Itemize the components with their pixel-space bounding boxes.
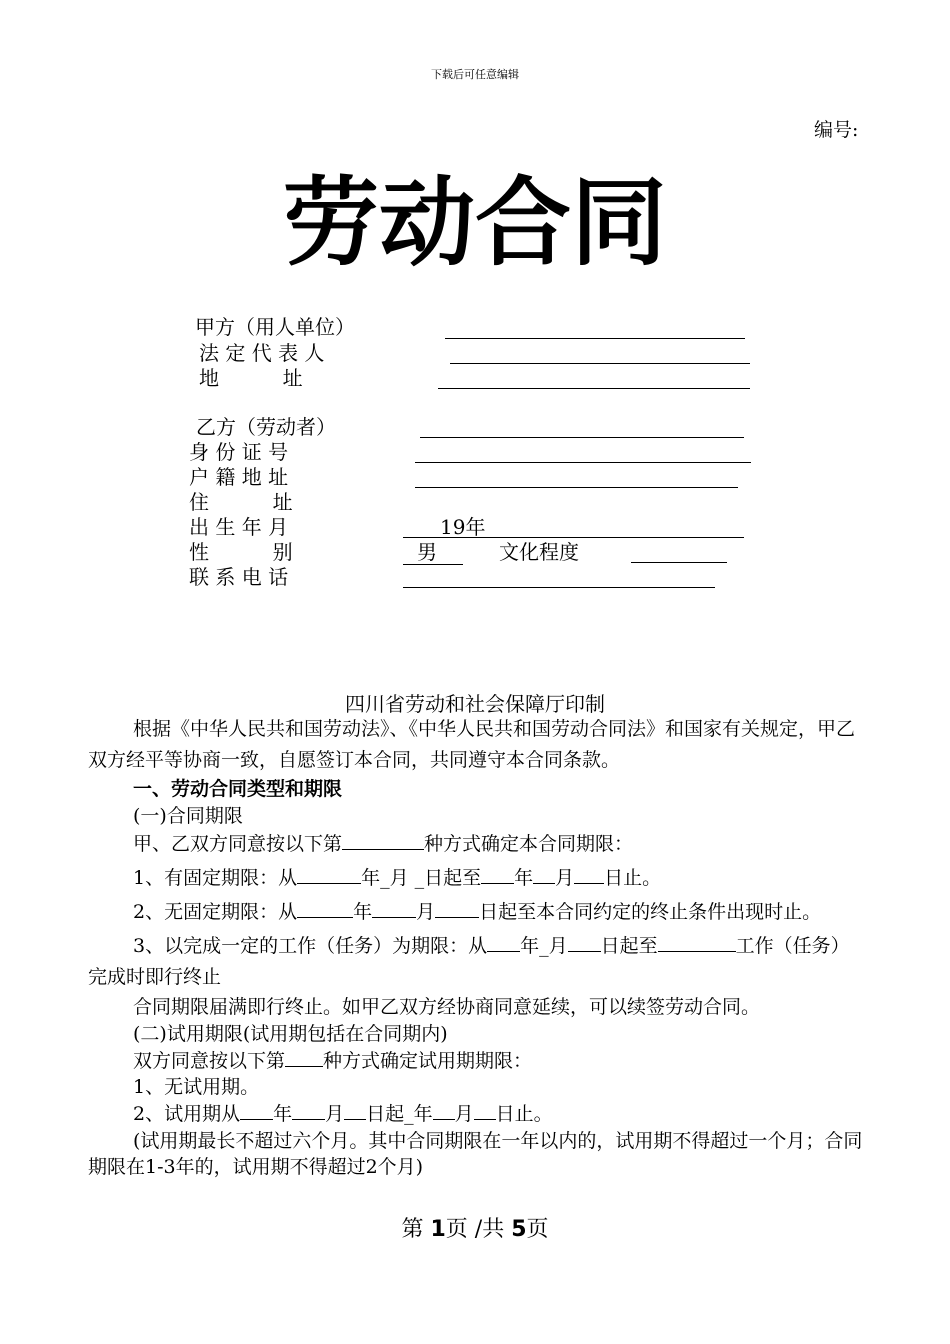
trial-intro: 双方同意按以下第 种方式确定试用期期限： [88, 1047, 863, 1075]
party-a-name-label: 甲方（用人单位） [195, 315, 355, 339]
term-expiry: 合同期限届满即行终止。如甲乙双方经协商同意延续，可以续签劳动合同。 [133, 996, 761, 1018]
party-b-id-field [415, 462, 751, 463]
party-b-residence-label: 住 址 [189, 490, 293, 514]
party-a-address-field [438, 388, 750, 389]
party-b-hukou-field [415, 487, 738, 488]
party-b-birth-label: 出 生 年 月 [189, 515, 289, 539]
current-page-number: 1 [430, 1217, 446, 1242]
total-page-count: 5 [511, 1217, 527, 1242]
party-a-rep-field [450, 363, 750, 364]
term-option-3: 3、以完成一定的工作（任务）为期限：从 年_月 日起至 工作（任务）完成时即行终止 [88, 931, 863, 993]
party-a-name-field [445, 338, 745, 339]
term-option-1: 1、有固定期限：从 年_月 _日起至 年 月 日止。 [88, 863, 863, 894]
subsection-2-title: (二)试用期限(试用期包括在合同期内) [133, 1023, 448, 1045]
party-b-hukou-label: 户 籍 地 址 [189, 465, 289, 489]
subsection-1-title: (一)合同期限 [133, 805, 243, 827]
page-footer: 第 1页 /共 5页 [401, 1217, 549, 1242]
term-option-2: 2、无固定期限：从 年 月 日起至本合同约定的终止条件出现时止。 [88, 897, 863, 928]
trial-option-2: 2、试用期从 年 月 日起_年 月 日止。 [88, 1100, 863, 1128]
document-number-label: 编号: [814, 119, 859, 141]
contract-body [88, 714, 863, 1180]
party-b-education-label: 文化程度 [499, 540, 579, 564]
party-a-rep-label: 法 定 代 表 人 [199, 341, 325, 365]
intro-paragraph: 根据《中华人民共和国劳动法》、《中华人民共和国劳动合同法》和国家有关规定，甲乙双方经平等协商一致，自愿签订本合同，共同遵守本合同条款。 [88, 718, 856, 771]
printer-note: 四川省劳动和社会保障厅印制 [345, 692, 605, 716]
party-a-address-label: 地 址 [199, 366, 303, 390]
trial-note: (试用期最长不超过六个月。其中合同期限在一年以内的，试用期不得超过一个月；合同期限在1-3年的，试用期不得超过2个月) [88, 1130, 863, 1178]
party-b-phone-label: 联 系 电 话 [189, 565, 289, 589]
party-b-gender-label: 性 别 [189, 540, 293, 564]
party-b-name-field [420, 437, 744, 438]
party-b-name-label: 乙方（劳动者） [196, 415, 336, 439]
party-b-id-label: 身 份 证 号 [189, 440, 289, 464]
trial-option-1: 1、无试用期。 [133, 1076, 260, 1098]
document-title: 劳动合同 [283, 167, 667, 279]
party-b-gender-value: 男 [403, 540, 463, 565]
party-b-education-field [631, 562, 727, 563]
party-b-phone-field [403, 587, 715, 588]
term-intro: 甲、乙双方同意按以下第 种方式确定本合同期限： [88, 829, 863, 860]
party-b-birth-value: 19年 [440, 515, 486, 539]
header-note: 下载后可任意编辑 [431, 68, 519, 81]
section-1-title: 一、劳动合同类型和期限 [133, 778, 343, 800]
